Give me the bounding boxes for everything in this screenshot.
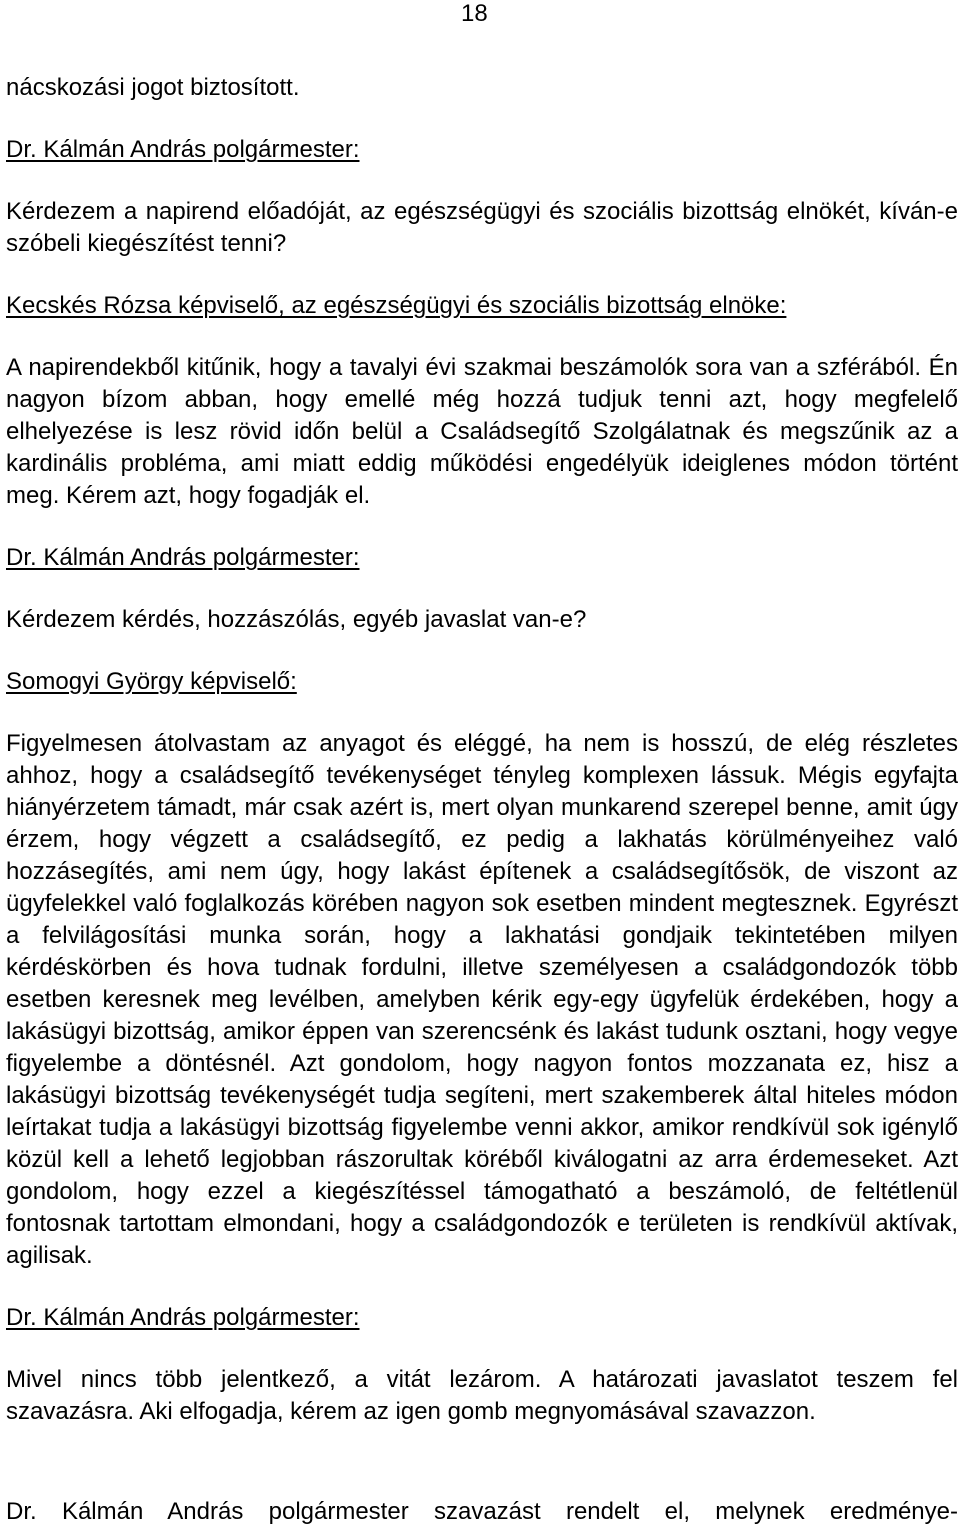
page-number: 18 <box>461 0 488 27</box>
speaker-heading: Dr. Kálmán András polgármester: <box>6 1304 360 1331</box>
paragraph: Kérdezem a napirend előadóját, az egészségügyi és szociális bizottság elnökét, kíván-e szóbeli kiegészítést tenni? <box>6 198 958 257</box>
speaker-heading: Kecskés Rózsa képviselő, az egészségügyi és szociális bizottság elnöke: <box>6 292 787 319</box>
speaker-heading: Dr. Kálmán András polgármester: <box>6 136 360 163</box>
speaker-heading: Somogyi György képviselő: <box>6 668 297 695</box>
paragraph: nácskozási jogot biztosított. <box>6 74 300 101</box>
speaker-heading: Dr. Kálmán András polgármester: <box>6 544 360 571</box>
document-body <box>6 72 958 1428</box>
paragraph: Mivel nincs több jelentkező, a vitát lezárom. A határozati javaslatot teszem fel szavazásra. Aki elfogadja, kérem az igen gomb megnyomásával szavazzon. <box>6 1366 958 1425</box>
final-line: Dr. Kálmán András polgármester szavazást rendelt el, melynek eredménye- <box>6 1498 958 1525</box>
paragraph: Kérdezem kérdés, hozzászólás, egyéb javaslat van-e? <box>6 606 587 633</box>
paragraph: A napirendekből kitűnik, hogy a tavalyi évi szakmai beszámolók sora van a szférából. Én nagyon bízom abban, hogy emellé még hozzá tudjuk tenni azt, hogy megfelelő elhelyezése is lesz rövid időn belül a Családsegítő Szolgálatnak és megszűnik az a kardinális probléma, ami miatt eddig működési engedélyük ideiglenes módon történt meg. Kérem azt, hogy fogadják el. <box>6 354 958 509</box>
paragraph: Figyelmesen átolvastam az anyagot és eléggé, ha nem is hosszú, de elég részletes ahhoz, hogy a családsegítő tevékenységet tényleg komplexen lássuk. Mégis egyfajta hiányérzetem támadt, már csak azért is, mert olyan munkarend szerepel benne, amit úgy érzem, hogy végzett a családsegítő, ez pedig a lakhatás körülményeihez való hozzásegítés, ami nem úgy, hogy lakást építenek a családsegítősök, de viszont az ügyfelekkel való foglalkozás körében nagyon sok esetben mindent megtesznek. Egyrészt a felvilágosítási munka során, hogy a lakhatási gondjaik tekintetében milyen kérdéskörben és hova tudnak fordulni, illetve személyesen a családgondozók több esetben keresnek meg levélben, amelyben kérik egy-egy ügyfelük érdekében, hogy a lakásügyi bizottság, amikor éppen van szerencsénk és lakást tudunk osztani, hogy vegye figyelembe a döntésnél. Azt gondolom, hogy nagyon fontos mozzanata ez, hisz a lakásügyi bizottság tevékenységét tudja segíteni, mert szakemberek által hiteles módon leírtakat tudja a lakásügyi bizottság figyelembe venni akkor, amikor rendkívül sok igénylő közül kell a lehető legjobban rászorultak köréből kiválogatni az arra érdemeseket. Azt gondolom, hogy ezzel a kiegészítéssel támogatható a beszámoló, de feltétlenül fontosnak tartottam elmondani, hogy a családgondozók e területen is rendkívül aktívak, agilisak. <box>6 730 958 1269</box>
